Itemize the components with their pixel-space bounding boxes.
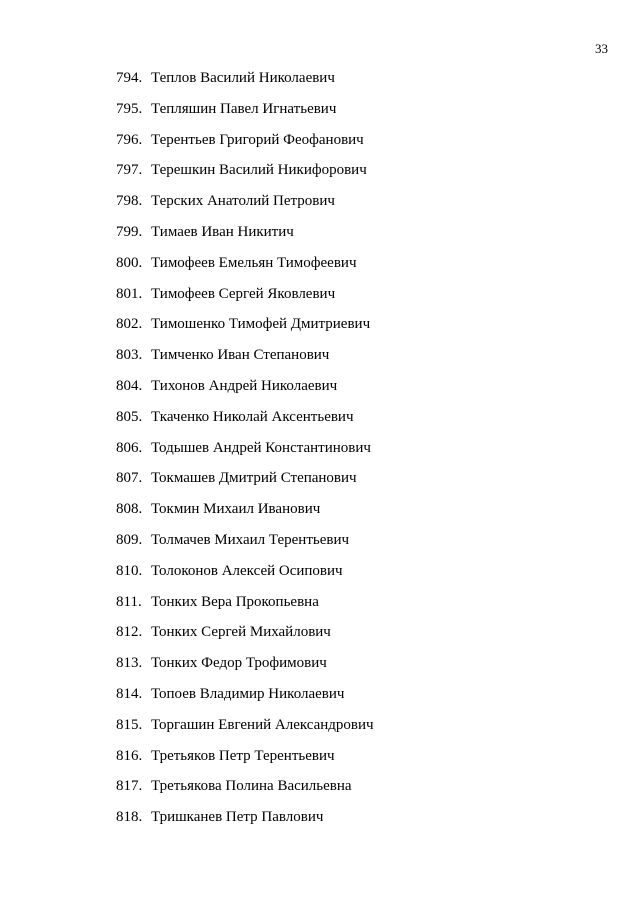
entry-number: 809. — [116, 531, 143, 548]
entry-number: 817. — [116, 778, 143, 795]
entry-number: 808. — [116, 501, 143, 518]
entry-number: 799. — [116, 223, 143, 240]
entry-name: Толоконов Алексей Осипович — [151, 562, 343, 579]
entry-name: Теплов Василий Николаевич — [151, 70, 335, 86]
entry-name: Тимофеев Емельян Тимофеевич — [151, 254, 357, 271]
entry-name: Тимофеев Сергей Яковлевич — [151, 285, 336, 302]
entry-name: Тимченко Иван Степанович — [151, 347, 330, 364]
entry-name: Ткаченко Николай Аксентьевич — [151, 408, 354, 425]
entry-number: 818. — [116, 809, 143, 826]
list-item — [116, 499, 374, 530]
entry-number: 814. — [116, 685, 143, 702]
entry-name: Токмин Михаил Иванович — [151, 501, 321, 518]
name-list — [116, 68, 374, 838]
list-item — [116, 68, 374, 99]
list-item — [116, 253, 374, 284]
entry-name: Токмашев Дмитрий Степанович — [151, 470, 357, 487]
entry-number: 796. — [116, 131, 143, 148]
entry-name: Тонких Вера Прокопьевна — [151, 593, 319, 610]
list-item — [116, 376, 374, 407]
entry-number: 810. — [116, 562, 143, 579]
list-item — [116, 561, 374, 592]
entry-name: Тимаев Иван Никитич — [151, 223, 294, 240]
entry-number: 812. — [116, 624, 143, 641]
entry-name: Тепляшин Павел Игнатьевич — [151, 100, 337, 117]
entry-number: 794. — [116, 70, 143, 86]
entry-number: 806. — [116, 439, 143, 456]
list-item — [116, 468, 374, 499]
list-item — [116, 160, 374, 191]
entry-number: 802. — [116, 316, 143, 333]
list-item — [116, 345, 374, 376]
entry-number: 813. — [116, 655, 143, 672]
entry-name: Тодышев Андрей Константинович — [151, 439, 371, 456]
list-item — [116, 807, 374, 838]
entry-number: 798. — [116, 193, 143, 210]
list-item — [116, 746, 374, 777]
entry-name: Тришканев Петр Павлович — [151, 809, 324, 826]
entry-number: 800. — [116, 254, 143, 271]
list-item — [116, 284, 374, 315]
entry-number: 797. — [116, 162, 143, 179]
entry-number: 795. — [116, 100, 143, 117]
entry-number: 816. — [116, 747, 143, 764]
entry-number: 803. — [116, 347, 143, 364]
entry-number: 801. — [116, 285, 143, 302]
list-item — [116, 715, 374, 746]
list-item — [116, 438, 374, 469]
entry-name: Третьяков Петр Терентьевич — [151, 747, 335, 764]
entry-name: Терских Анатолий Петрович — [151, 193, 335, 210]
entry-name: Тонких Сергей Михайлович — [151, 624, 331, 641]
list-item — [116, 622, 374, 653]
entry-name: Терешкин Василий Никифорович — [151, 162, 367, 179]
entry-name: Тимошенко Тимофей Дмитриевич — [151, 316, 371, 333]
list-item — [116, 653, 374, 684]
list-item — [116, 776, 374, 807]
entry-name: Тонких Федор Трофимович — [151, 655, 327, 672]
list-item — [116, 407, 374, 438]
list-item — [116, 684, 374, 715]
list-item — [116, 130, 374, 161]
entry-number: 815. — [116, 716, 143, 733]
list-item — [116, 530, 374, 561]
entry-name: Толмачев Михаил Терентьевич — [151, 531, 350, 548]
entry-number: 805. — [116, 408, 143, 425]
entry-name: Тихонов Андрей Николаевич — [151, 377, 338, 394]
list-item — [116, 99, 374, 130]
list-item — [116, 222, 374, 253]
entry-number: 804. — [116, 377, 143, 394]
entry-name: Торгашин Евгений Александрович — [151, 716, 374, 733]
list-item — [116, 191, 374, 222]
entry-number: 807. — [116, 470, 143, 487]
entry-number: 811. — [116, 593, 142, 610]
entry-name: Топоев Владимир Николаевич — [151, 685, 345, 702]
entry-name: Третьякова Полина Васильевна — [151, 778, 352, 795]
entry-name: Терентьев Григорий Феофанович — [151, 131, 364, 148]
page-number: 33 — [595, 41, 608, 56]
list-item — [116, 314, 374, 345]
list-item — [116, 592, 374, 623]
